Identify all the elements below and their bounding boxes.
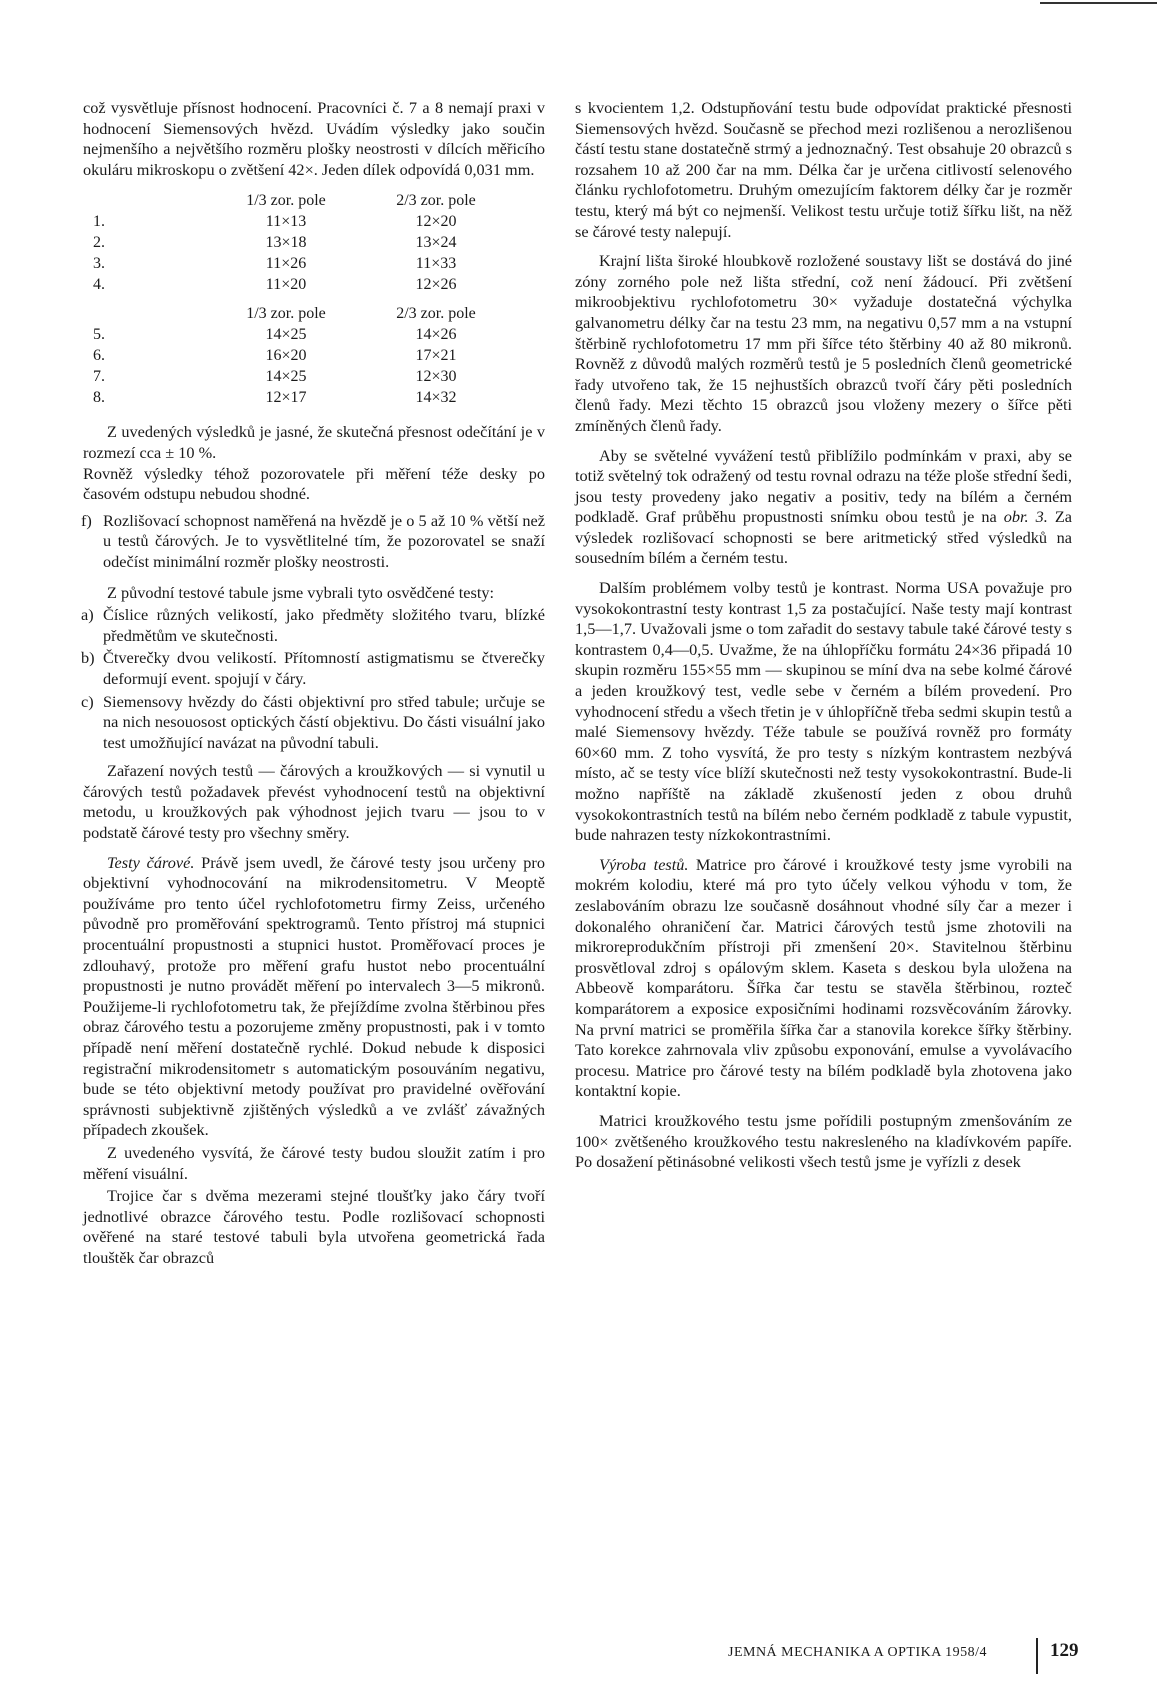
table-header-row [83,303,511,324]
row-number: 7. [93,368,105,386]
footer-divider [1036,1638,1038,1674]
row-number: 8. [93,389,105,407]
list-label: b) [81,648,95,668]
table-row [83,253,511,274]
results-table-1 [83,190,511,408]
table-header: 1/3 zor. pole [246,305,326,323]
cell-value: 14×26 [415,326,457,344]
table-row [83,366,511,387]
line-tests-text: Právě jsem uvedl, že čárové testy jsou určeny pro objektivní vyhodnocování na mikrodensitometru. V Meoptě používáme pro tento účel rychlofotometru firmy Zeiss, určeného původně pro proměřování spektrogramů. Tento přístroj má stupnici procentuální propustnosti a stupnici hustot. Proměřovací proces je zdlouhavý, protože pro měření grafu hustot nebo procentuální propustnosti je nutno provádět měření po intervalech 3—5 mikronů. Použijeme-li rychlofotometru tak, že přejíždíme zvolna štěrbinou přes obraz čárového testu a pozorujeme změny propustnosti, pak i v tomto případě není měření dostatečně rychlé. Dokud nebude k disposici registrační mikrodensitometr s automatickým posouváním negativu, bude se této objektivní metody používat pro pravidelné ověřování správnosti subjektivně zjištěných výsledků a ve zvlášť závažných případech zkoušek. [83,852,545,1140]
result-paragraph: Z uvedených výsledků je jasné, že skutečná přesnost odečítání je v rozmezí cca ± 10 %. [83,422,545,462]
list-item-a [83,605,545,646]
list-label: f) [81,510,92,530]
list-item-c [83,692,545,754]
table-row [83,324,511,345]
right-column [575,98,1072,1173]
list-label: c) [81,691,94,711]
right-paragraph-4: Dalším problémem volby testů je kontrast. Norma USA považuje pro vysokokontrastní testy kontrast 1,5 za postačující. Naše testy mají kontrast 1,5—1,7. Uvažovali jsme o tom zařadit do sestavy tabule také čárové testy s kontrastem 0,4—0,5. Uvažme, že na úhlopříčku formátu 24×36 připadá 10 skupin rozměru 155×55 mm — skupinou se míní dva na sebe kolmé čárové a jeden kroužkový test, vedle sebe v černém a bílém provedení. Pro vyhodnocení středu a všech třetin je v úhlopříčně třeba sedmi skupin testů a malé Siemensovy hvězdy. Téže tabule se používá rovněž pro formáty 60×60 mm. Z toho vysvítá, že pro testy s nízkým kontrastem nezbývá místo, ač se testy více blíží skutečnosti než testy vysokokontrastní. Bude-li možno napříště na základě zkušeností jeden z obou druhů vysokokontrastních testů na bílém nebo černém podkladě z tabule vypustit, bude nahrazen testy nízkokontrastními. [575,578,1072,845]
consistency-paragraph: Rovněž výsledky téhož pozorovatele při měření téže desky po časovém odstupu nebudou shodné. [83,463,545,504]
cell-value: 12×26 [415,276,457,294]
triple-lines-paragraph: Trojice čar s dvěma mezerami stejné tloušťky jako čáry tvoří jednotlivé obrazce čárového testu. Podle rozlišovací schopnosti ověřené na staré testové tabuli byla utvořena geometrická řada tlouštěk čar obrazců [83,1186,545,1267]
cell-value: 17×21 [415,347,457,365]
visual-paragraph: Z uvedeného vysvítá, že čárové testy budou sloužit zatím i pro měření visuální. [83,1142,545,1183]
cell-value: 11×33 [415,255,457,273]
line-tests-heading: Testy čárové. [107,852,195,872]
table-row [83,345,511,366]
table-header: 2/3 zor. pole [396,305,476,323]
row-number: 2. [93,234,105,252]
table-row [83,211,511,232]
table-header: 2/3 zor. pole [396,192,476,210]
cell-value: 12×17 [265,389,307,407]
table-header: 1/3 zor. pole [246,192,326,210]
cell-value: 11×20 [265,276,307,294]
cell-value: 12×30 [415,368,457,386]
production-text: Matrice pro čárové i kroužkové testy jsme vyrobili na mokrém kolodiu, které má pro tyto účely velkou výhodu v tom, že zeslabováním obrazu lze současně dosáhnout vhodné síly čar a mezer i dokonalého ohraničení čar. Matrici čárových testů jsme zhotovili na mikroreprodukčním přístroji při zmenšení 20×. Stavitelnou štěrbinu prosvětloval zdroj s opálovým sklem. Kaseta s deskou byla uložena na Abbeově komparátoru. Šířka čar testu se stavěla štěrbinou, rozteč komparátorem a exposice exposičními hodinami rozsvěcováním žárovky. Na první matrici se proměřila šířka čar a stanovila korekce šířky štěrbiny. Tato korekce zahrnovala vliv způsobu exponování, emulse a vyvolávacího procesu. Matrice pro čárové testy na bílém podkladě byla zhotovena jako kontaktní kopie. [575,854,1072,1101]
list-text: Číslice různých velikostí, jako předměty složitého tvaru, blízké předmětům ve skutečnosti. [103,605,545,645]
right-paragraph-2: Krajní lišta široké hloubkově rozložené soustavy lišt se dostává do jiné zóny zorného pole než lišta střední, což není žádoucí. Při zvětšení mikroobjektivu rychlofotometru 30× vyžaduje dostatečná výchylka galvanometru délky čar na testu 23 mm, na negativu 0,57 mm a na vstupní štěrbině rychlofotometru 17 mm při šířce této štěrbiny 40 až 80 mikronů. Rovněž z důvodů malých rozměrů testů je 5 posledních členů geometrické řady utvořeno tak, že 15 nejhustších obrazců tvoří čáry pěti posledních členů řady. Mezi těchto 15 obrazců jsou vloženy mezery o šířce pěti zmíněných členů řady. [575,251,1072,435]
figure-reference: obr. 3. [1003,507,1048,527]
left-column [83,98,545,1269]
cell-value: 14×25 [265,326,307,344]
row-number: 5. [93,326,105,344]
cell-value: 14×25 [265,368,307,386]
list-item-f [83,511,545,573]
journal-title: JEMNÁ MECHANIKA A OPTIKA 1958/4 [728,1645,987,1660]
right-paragraph-3 [575,446,1072,570]
cell-value: 13×18 [265,234,307,252]
right-paragraph-1: s kvocientem 1,2. Odstupňování testu bude odpovídat praktické přesnosti Siemensových hvězd. Současně se přechod mezi rozlišenou a nerozlišenou částí testu stane dostatečně strmý a jednoznačný. Test obsahuje 20 obrazců s rozsahem 10 až 200 čar na mm. Délka čar je určena citlivostí selenového článku rychlofotometru. Druhým omezujícím faktorem délky čar je rozměr testu, který má být co nejmenší. Velikost testu určuje totiž šířku lišt, na něž se čárové testy nalepují. [575,98,1072,241]
list-text: Rozlišovací schopnost naměřená na hvězdě je o 5 až 10 % větší než u testů čárových. Je to vysvětlitelné tím, že pozorovatel se snaží odečíst minimální rozměr plošky neostrosti. [103,510,545,571]
cell-value: 12×20 [415,213,457,231]
list-text: Siemensovy hvězdy do části objektivní pro střed tabule; určuje se na nich nesouosost optických částí objektivu. Do části visuální jako test umožňující navázat na původní tabuli. [103,691,545,752]
intro-paragraph: což vysvětluje přísnost hodnocení. Pracovníci č. 7 a 8 nemají praxi v hodnocení Siemensových hvězd. Uvádím výsledky jako součin nejmenšího a největšího rozměru plošky neostrosti v dílcích měřicího okuláru mikroskopu o zvětšení 42×. Jeden dílek odpovídá 0,031 mm. [83,98,545,179]
row-number: 3. [93,255,105,273]
new-tests-paragraph: Zařazení nových testů — čárových a kroužkových — si vynutil u čárových testů požadavek převést vyhodnocení testů na objektivní metodu, u kroužkových pak výhodnost jejich tvaru — jsou to v podstatě čárové testy pro všechny směry. [83,761,545,843]
chosen-tests-paragraph: Z původní testové tabule jsme vybrali tyto osvědčené testy: [107,582,495,602]
text-span: Za výsledek rozlišovací schopnosti se bere aritmetický střed výsledků na sousedním bílém a černém testu. [575,507,1072,568]
table-row [83,387,511,408]
top-rule [1040,2,1157,4]
row-number: 4. [93,276,105,294]
right-paragraph-6: Matrici kroužkového testu jsme pořídili postupným zmenšováním ze 100× zvětšeného kroužkového testu nakresleného na kladívkovém papíře. Po dosažení pětinásobné velikosti všech testů jsme je vyřízli z desek [575,1110,1072,1172]
cell-value: 11×26 [265,255,307,273]
row-number: 1. [93,213,105,231]
cell-value: 13×24 [415,234,457,252]
text-span: Aby se světelné vyvážení testů přiblížilo podmínkám v praxi, aby se totiž světelný tok odražený od testu rovnal odrazu na téže ploše střední šedi, jsou testy provedeny jako negativ a positiv, tedy na bílém a černém podkladě. Graf průběhu propustnosti snímku obou testů je na [575,445,1072,527]
production-paragraph [575,855,1072,1102]
list-item-b [83,648,545,689]
row-number: 6. [93,347,105,365]
table-row [83,274,511,295]
list-label: a) [81,605,94,625]
cell-value: 11×13 [265,213,307,231]
table-row [83,232,511,253]
list-text: Čtverečky dvou velikostí. Přítomností astigmatismu se čtverečky deformují event. spojují v čáry. [103,648,545,688]
cell-value: 16×20 [265,347,307,365]
page-number: 129 [1050,1640,1079,1661]
cell-value: 14×32 [415,389,457,407]
production-heading: Výroba testů. [599,854,689,874]
table-header-row [83,190,511,211]
line-tests-paragraph [83,853,545,1141]
